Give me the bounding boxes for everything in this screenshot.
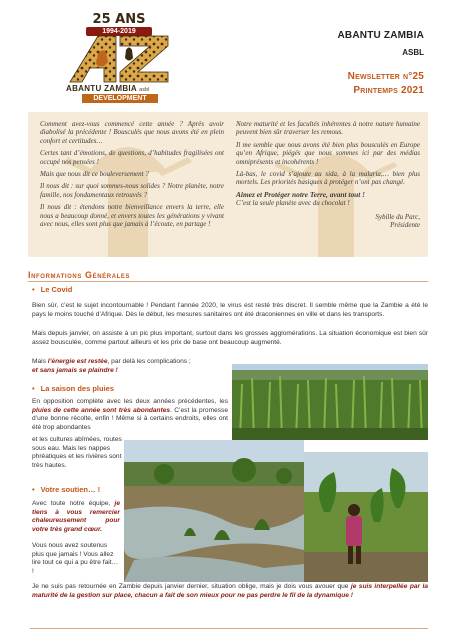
subheading-support: • Votre soutien… !: [32, 485, 101, 494]
signature-role: Présidente: [390, 221, 420, 230]
org-name: ABANTU ZAMBIA: [337, 30, 424, 41]
editorial-right-column: [236, 120, 420, 229]
footer-divider: [30, 628, 428, 629]
maize-field-photo: [232, 364, 428, 440]
org-type: ASBL: [402, 48, 424, 57]
banana-plantation-photo: [304, 452, 428, 582]
editorial-paragraph: Là-bas, le covid s’ajoute au sida, à la malaria,… bien plus mortels. Les priorités basiques à protéger n’ont pas changé.: [236, 170, 420, 187]
editorial-motto-line2: C’est la seule planète avec du chocolat !: [236, 199, 350, 208]
rains-paragraph-1: En opposition complète avec les deux années précédentes, les pluies de cette année sont très abondantes. C’est la promesse d’une bonne récolte, enfin ! Même si à certains endroits, elles ont été trop abondantes: [32, 398, 228, 431]
editorial-motto: Aimez et Protéger notre Terre, avant tout !: [236, 189, 366, 199]
newsletter-heading: [348, 70, 424, 98]
editorial-left-column: [40, 120, 224, 232]
editorial-box: [28, 112, 428, 257]
section-title: Informations Générales: [28, 270, 428, 282]
signature-name: Sybille du Parc,: [375, 212, 420, 221]
covid-paragraph-2: Mais depuis janvier, on assiste à un pic plus important, surtout dans les grosses agglomérations. La situation économique est bien sûr assez bousculée, comme partout ailleurs et les prix de base ont beaucoup augmenté.: [32, 330, 428, 346]
logo-year-range: 1994-2019: [86, 27, 152, 36]
subheading-covid: • Le Covid: [32, 285, 73, 294]
editorial-paragraph: Comment avez-vous commencé cette année ? Après avoir diabolisé la précédente ! Bousculés que nous avons été en plein confort et certitudes…: [40, 120, 224, 145]
bullet-icon: •: [32, 485, 35, 494]
editorial-paragraph: Il nous dit : étendons notre bienveillance envers la terre, elle nous a beaucoup donné, et envers toutes les générations y vivant avec nous, elles sont plus que jamais à l’écoute, en partage !: [40, 203, 224, 229]
flooded-field-photo: [124, 440, 304, 582]
logo-name: ABANTU ZAMBIA asbl: [66, 84, 150, 93]
support-paragraph-2: Vous nous avez soutenus plus que jamais ! Vous allez lire tout ce qui a pu être fait… !: [32, 542, 119, 575]
covid-paragraph-1: Bien sûr, c’est le sujet incontournable ! Pendant l’année 2020, le virus est resté très discret. Il semble même que la Zambie a été le pays le moins touché d’Afrique. Dès le début, les mesures sanitaires ont été draconiennes en ville et dans les transports.: [32, 302, 428, 318]
covid-paragraph-3: Mais l’énergie est restée, par delà les complications ; et sans jamais se plaindre !: [32, 358, 191, 374]
editorial-paragraph: Il me semble que nous avons été bien plus bousculés en Europe qu’en Afrique, piégés que nous sommes ici par des médias omniprésents et incohérents !: [236, 140, 420, 166]
editorial-paragraph: Mais que nous dit ce bouleversement ?: [40, 170, 149, 179]
bullet-icon: •: [32, 384, 35, 393]
logo-development: DEVELOPMENT: [82, 94, 158, 103]
newsletter-season: Printemps 2021: [353, 85, 424, 96]
editorial-signature: [236, 213, 420, 230]
support-paragraph-3: Je ne suis pas retournée en Zambie depuis janvier dernier, situation oblige, mais je dois vous avouer que je suis interpellée par la maturité de la gestion sur place, chacun a fait de son mieux pour ne pas perdre le fil de la dynamique !: [32, 583, 428, 599]
editorial-paragraph: Certes tant d’émotions, de questions, d’habitudes fragilisées ont occupé nos pensées !: [40, 149, 224, 166]
logo: [64, 12, 174, 102]
subheading-rains: • La saison des pluies: [32, 384, 114, 393]
newsletter-number: Newsletter n°25: [347, 71, 424, 82]
editorial-paragraph: Il nous dit : sur quoi sommes-nous solides ? Notre planète, notre famille, nos fondamentaux retrouvés ?: [40, 182, 224, 199]
logo-az-mark: [64, 34, 174, 84]
support-paragraph-1: Avec toute notre équipe, je tiens à vous remercier chaleureusement pour votre très grand cœur.: [32, 500, 120, 533]
bullet-icon: •: [32, 285, 35, 294]
org-block: [338, 30, 424, 57]
logo-years: 25 ANS: [92, 12, 146, 27]
rains-paragraph-2: et les cultures abîmées, routes sous eau. Mais les nappes phréatiques et les rivières sont très hautes.: [32, 436, 122, 469]
editorial-paragraph: Notre maturité et les facultés inhérentes à notre nature humaine peuvent bien sûr traverser les remous.: [236, 120, 420, 137]
